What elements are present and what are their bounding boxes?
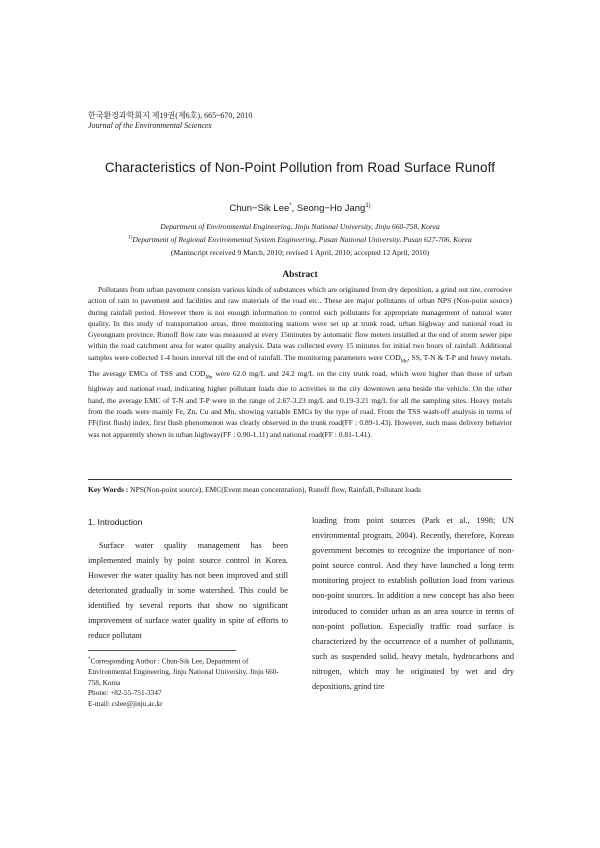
intro-paragraph-left: Surface water quality management has been implemented mainly by point source control in Korea. However the water quality has not been improved and still deteriorated gradually in some watershed. This could be identified by several reports that show no significant improvement of surface water quality in spite of efforts to reduce pollutant bbox=[88, 541, 288, 640]
journal-name: Journal of the Environmental Sciences bbox=[88, 121, 212, 130]
manuscript-dates: (Manuscript received 9 March, 2010; revised 1 April, 2010; accepted 12 April, 2010) bbox=[170, 248, 430, 257]
footnote-corresponding bbox=[88, 655, 288, 688]
right-column bbox=[312, 513, 514, 694]
author-1: Chun−Sik Lee bbox=[229, 203, 290, 215]
abstract-text-1: Pollutants from urban pavement consists various kinds of substances which are originated from dry deposition, a grind out tire, corrosive action of rain to pavement and facilities and raw materials of the road etc.. These are major pollutants of urban NPS (Non-point source) during rainfall period. However there is not enough information to control such pollutants for appropriate management of natural water quality. In this study of transportation areas, three monitoring stations were set up at trunk road, urban highway and national road in Gyeongnam province. Runoff flow rate was measured at every 15minutes by automatic flow meters installed at the end of storm sewer pipe within the road catchment area for water quality analysis. Data was collected every 15 minutes for initial two hours of rainfall. Additional samples were collected 1-4 hours interval till the end of rainfall. The monitoring parameters were COD bbox=[88, 285, 512, 362]
section-heading-introduction: 1. Introduction bbox=[88, 517, 143, 527]
author-1-mark: * bbox=[289, 203, 292, 209]
footnote-email: E-mail: cslee@jinju.ac.kr bbox=[88, 698, 163, 708]
keywords-label: Key Words : bbox=[88, 485, 131, 494]
affiliation-2 bbox=[40, 235, 560, 244]
affiliation-2-text: Department of Regional Environmental System Engineering, Pusan National University, Pusan 627-706, Korea bbox=[132, 235, 472, 244]
author-list bbox=[40, 203, 560, 214]
intro-paragraph-right: loading from point sources (Park et al., 1998; UN environmental program, 2004). Recently, therefore, Korean government becomes to recognize the importance of non-point source control. And they have launched a long term monitoring project to establish pollution load from various non-point sources. In addition a new concept has also been introduced to consider urban as an area source in terms of non-point pollution. Especially traffic road surface is characterized by the occurrence of a number of pollutants, such as suspended solid, heavy metals, hydrocarbons and nitrogen, which may be originated by wet and dry depositions, grind tire bbox=[312, 516, 514, 692]
author-2-mark: 1) bbox=[365, 203, 371, 209]
abstract-subscript-2: Mn bbox=[205, 375, 213, 381]
footnote bbox=[88, 655, 288, 709]
keywords-text: NPS(Non-point source), EMC(Event mean concentration), Runoff flow, Rainfall, Pollutant loads bbox=[130, 485, 421, 494]
abstract-paragraph bbox=[88, 284, 512, 440]
keywords bbox=[88, 485, 512, 494]
abstract-text-3: were 62.0 mg/L and 24.2 mg/L on the city trunk road, which were higher than those of urban highway and national road, indicating higher pollutant loads due to activities in the city downtown area beside the vehicle. On the other hand, the average EMC of T-N and T-P were in the range of 2.67-3.23 mg/L and 0.19-3.21 mg/L for all the sampling sites. Heavy metals from the roads were mainly Fe, Zn, Cu and Mn, showing variable EMCs by the type of road. From the TSS wash-off analysis in terms of FF(first flush) index, first flush phenomenon was clearly observed in the trunk road(FF : 0.89-1.43). However, such mass delivery behavior was not apparently shown in urban highway(FF : 0.90-1.11) and national road(FF : 0.81-1.41). bbox=[88, 368, 512, 439]
affiliation-2-mark: 1) bbox=[128, 235, 133, 241]
journal-citation: 한국환경과학회지 제19권(제6호), 665~670, 2010 bbox=[88, 111, 253, 120]
footnote-phone: Phone: +82-55-751-3347 bbox=[88, 688, 162, 698]
keywords-divider bbox=[88, 479, 512, 480]
abstract-body bbox=[88, 284, 512, 440]
affiliation-1: Department of Environmental Engineering, Jinju National University, Jinju 660-758, Korea bbox=[160, 222, 440, 231]
abstract-text-2: , SS, T-N & T-P and heavy metals. The average EMCs of TSS and COD bbox=[88, 352, 512, 378]
footnote-corresponding-text: Corresponding Author : Chun-Sik Lee, Department of Environmental Engineering, Jinju National University, Jinju 660-758, Korea bbox=[88, 656, 279, 687]
author-separator: , bbox=[291, 203, 297, 215]
left-column bbox=[88, 538, 288, 643]
abstract-subscript-1: Mn bbox=[400, 359, 408, 365]
footnote-divider bbox=[88, 650, 236, 651]
abstract-heading: Abstract bbox=[282, 270, 318, 280]
paper-title: Characteristics of Non-Point Pollution from Road Surface Runoff bbox=[104, 160, 496, 175]
author-2: Seong−Ho Jang bbox=[296, 203, 366, 215]
footnote-mark: * bbox=[88, 657, 91, 662]
